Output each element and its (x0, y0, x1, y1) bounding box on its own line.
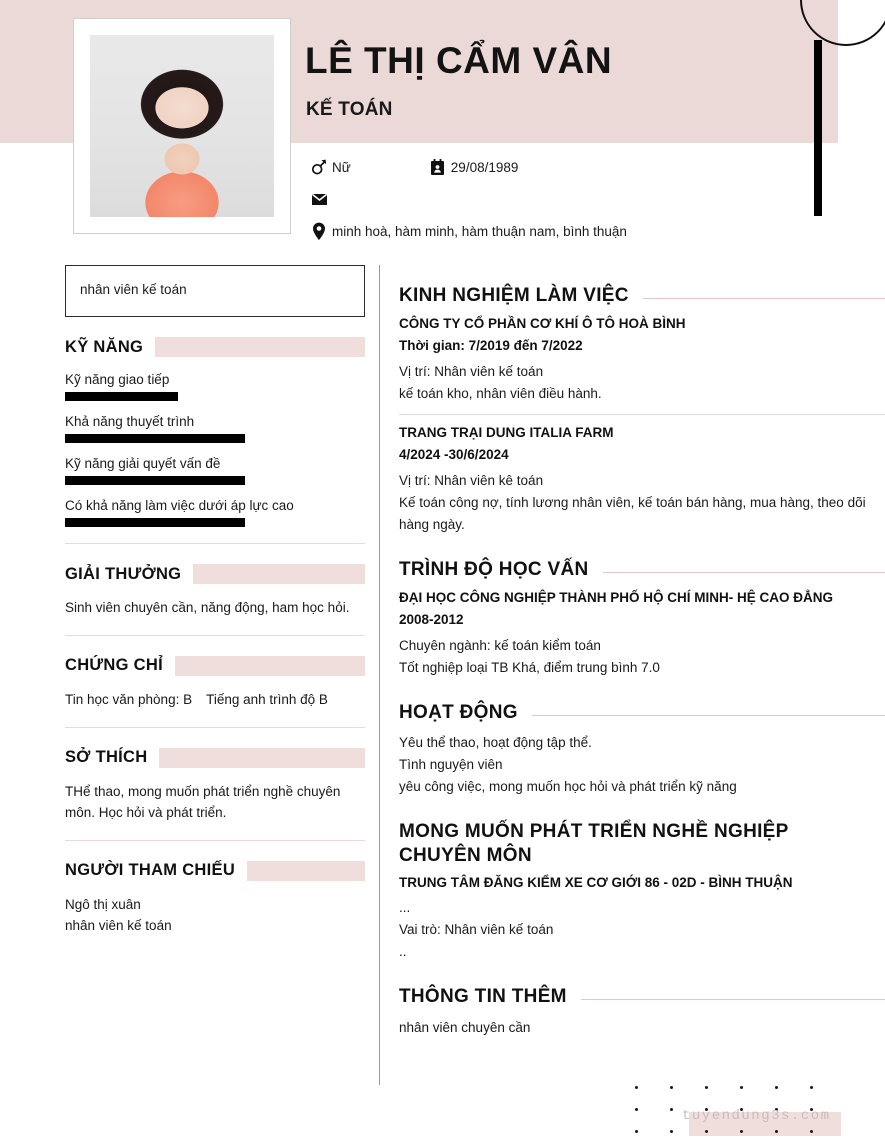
contact-row-primary (306, 152, 826, 182)
additional-heading: THÔNG TIN THÊM (399, 985, 567, 1007)
references-heading: NGƯỜI THAM CHIẾU (65, 861, 236, 880)
career-goal-role: Vai trò: Nhân viên kế toán (399, 922, 554, 938)
contact-gender (306, 158, 351, 176)
main-column (399, 268, 885, 1049)
heading-rule (532, 715, 885, 716)
interests-heading: SỞ THÍCH (65, 748, 148, 767)
sidebar-section-certificates (65, 635, 365, 711)
skill-progress-fill (65, 392, 178, 401)
skill-label: Có khả năng làm việc dưới áp lực cao (65, 498, 294, 513)
certificates-body (65, 690, 365, 711)
references-heading-row (65, 859, 365, 883)
section-additional-info (399, 985, 885, 1045)
skill-progress-fill (65, 434, 245, 443)
activity-line: yêu công việc, mong muốn học hỏi và phát triển kỹ năng (399, 778, 737, 794)
heading-accent-fill (155, 337, 365, 357)
objective-text: nhân viên kế toán (80, 282, 187, 297)
education-heading: TRÌNH ĐỘ HỌC VẤN (399, 559, 589, 581)
watermark (625, 1078, 875, 1138)
heading-accent-fill (193, 564, 365, 584)
career-goal-heading-row (399, 820, 885, 868)
awards-heading-row (65, 562, 365, 586)
additional-heading-row (399, 985, 885, 1009)
heading-rule (603, 572, 885, 573)
location-pin-icon (306, 222, 332, 241)
contact-address (306, 222, 627, 241)
experience-position: Vị trí: Nhân viên kế toán (399, 363, 544, 379)
sidebar-section-interests (65, 727, 365, 824)
interests-body: THể thao, mong muốn phát triển nghề chuyên môn. Học hỏi và phát triển. (65, 783, 341, 820)
dot (635, 1130, 638, 1133)
dot (775, 1130, 778, 1133)
career-goal-heading: MONG MUỐN PHÁT TRIỂN NGHỀ NGHIỆP CHUYÊN MÔN (399, 820, 789, 866)
contact-info (306, 152, 826, 246)
heading-accent-fill (175, 656, 365, 676)
activities-entry (399, 732, 885, 804)
certificates-heading: CHỨNG CHỈ (65, 656, 163, 675)
certificate-item-2: Tiếng anh trình độ B (206, 691, 328, 707)
activity-line: Yêu thể thao, hoạt động tập thể. (399, 735, 592, 751)
awards-heading: GIẢI THƯỞNG (65, 564, 182, 583)
skill-progress-fill (65, 476, 245, 485)
skill-progress-track (65, 392, 355, 401)
education-heading-row (399, 558, 885, 582)
skill-progress-track (65, 518, 355, 527)
education-years: 2008-2012 (399, 611, 464, 627)
skill-item (65, 456, 365, 485)
skill-progress-track (65, 476, 355, 485)
contact-gender-value: Nữ (332, 159, 351, 175)
job-title: KẾ TOÁN (306, 99, 393, 120)
activity-line: Tình nguyện viên (399, 757, 503, 773)
portrait-photo (90, 35, 274, 217)
skill-label: Kỹ năng giải quyết vấn đề (65, 456, 221, 471)
certificates-heading-row (65, 654, 365, 678)
reference-role: nhân viên kế toán (65, 917, 172, 933)
experience-heading: KINH NGHIỆM LÀM VIỆC (399, 285, 629, 306)
heading-rule (643, 298, 885, 299)
heading-accent-fill (159, 748, 365, 768)
skill-item (65, 414, 365, 443)
skills-heading-row (65, 335, 365, 359)
email-icon (306, 193, 332, 206)
dot (740, 1130, 743, 1133)
dot (810, 1130, 813, 1133)
dot (810, 1086, 813, 1089)
skill-progress-track (65, 434, 355, 443)
experience-org: CÔNG TY CỔ PHẦN CƠ KHÍ Ô TÔ HOÀ BÌNH (399, 315, 686, 331)
contact-row-address (306, 216, 826, 246)
sidebar-section-skills (65, 335, 365, 527)
experience-detail: kế toán kho, nhân viên điều hành. (399, 385, 602, 401)
sidebar-section-references (65, 840, 365, 937)
references-body (65, 895, 365, 937)
experience-period: Thời gian: 7/2019 đến 7/2022 (399, 337, 583, 353)
section-activities (399, 701, 885, 804)
additional-entry (399, 1017, 885, 1045)
skills-heading: KỸ NĂNG (65, 337, 144, 356)
education-major: Chuyên ngành: kế toán kiểm toán (399, 637, 601, 653)
additional-body: nhân viên chuyên cần (399, 1019, 531, 1035)
experience-position: Vị trí: Nhân viên kê toán (399, 473, 544, 489)
experience-detail-cont: hàng ngày. (399, 517, 465, 533)
reference-name: Ngô thị xuân (65, 896, 141, 912)
section-career-goal (399, 820, 885, 969)
dot (635, 1086, 638, 1089)
skill-label: Khả năng thuyết trình (65, 414, 195, 429)
awards-body: Sinh viên chuyên cần, năng động, ham học hỏi. (65, 600, 350, 615)
heading-accent-fill (247, 861, 365, 881)
experience-entry (399, 425, 885, 542)
certificate-item-1: Tin học văn phòng: B (65, 691, 193, 707)
experience-heading-row (399, 284, 885, 308)
dot (635, 1108, 638, 1111)
experience-entry (399, 316, 885, 416)
experience-detail: Kế toán công nợ, tính lương nhân viên, kế toán bán hàng, mua hàng, theo dõi (399, 495, 866, 511)
dot (705, 1086, 708, 1089)
dot (670, 1086, 673, 1089)
watermark-text: tuyendung3s.com (682, 1108, 831, 1124)
page-title: LÊ THỊ CẨM VÂN (305, 40, 613, 81)
contact-row-email (306, 184, 826, 214)
dot (670, 1108, 673, 1111)
section-experience (399, 284, 885, 542)
experience-org: TRANG TRẠI DUNG ITALIA FARM (399, 425, 614, 441)
avatar (73, 18, 291, 234)
gender-icon (306, 158, 332, 176)
skills-list (65, 372, 365, 527)
sidebar-section-awards (65, 543, 365, 619)
career-goal-entry (399, 875, 885, 969)
contact-email (306, 193, 332, 206)
education-result: Tốt nghiệp loại TB Khá, điểm trung bình 7.0 (399, 659, 660, 675)
activities-heading: HOẠT ĐỘNG (399, 701, 518, 723)
career-goal-line: ... (399, 900, 411, 916)
section-education (399, 558, 885, 684)
contact-birthday-value: 29/08/1989 (450, 159, 519, 175)
dot (775, 1086, 778, 1089)
dot (670, 1130, 673, 1133)
career-goal-org: TRUNG TÂM ĐĂNG KIỂM XE CƠ GIỚI 86 - 02D - BÌNH THUẬN (399, 875, 793, 891)
contact-birthday (425, 159, 519, 176)
contact-address-value: minh hoà, hàm minh, hàm thuận nam, bình thuận (332, 223, 627, 239)
skill-item (65, 372, 365, 401)
dot (705, 1130, 708, 1133)
dot (740, 1086, 743, 1089)
experience-period: 4/2024 -30/6/2024 (399, 447, 509, 463)
skill-item (65, 498, 365, 527)
calendar-icon (425, 159, 451, 176)
sidebar (65, 265, 365, 937)
interests-heading-row (65, 746, 365, 770)
skill-progress-fill (65, 518, 245, 527)
career-goal-line: .. (399, 944, 407, 960)
heading-rule (581, 999, 885, 1000)
education-entry (399, 590, 885, 685)
skill-label: Kỹ năng giao tiếp (65, 372, 170, 387)
column-divider (379, 265, 380, 1085)
objective-box (65, 265, 365, 317)
education-school: ĐẠI HỌC CÔNG NGHIỆP THÀNH PHỐ HỘ CHÍ MINH- HỆ CAO ĐẲNG (399, 589, 834, 605)
activities-heading-row (399, 701, 885, 725)
